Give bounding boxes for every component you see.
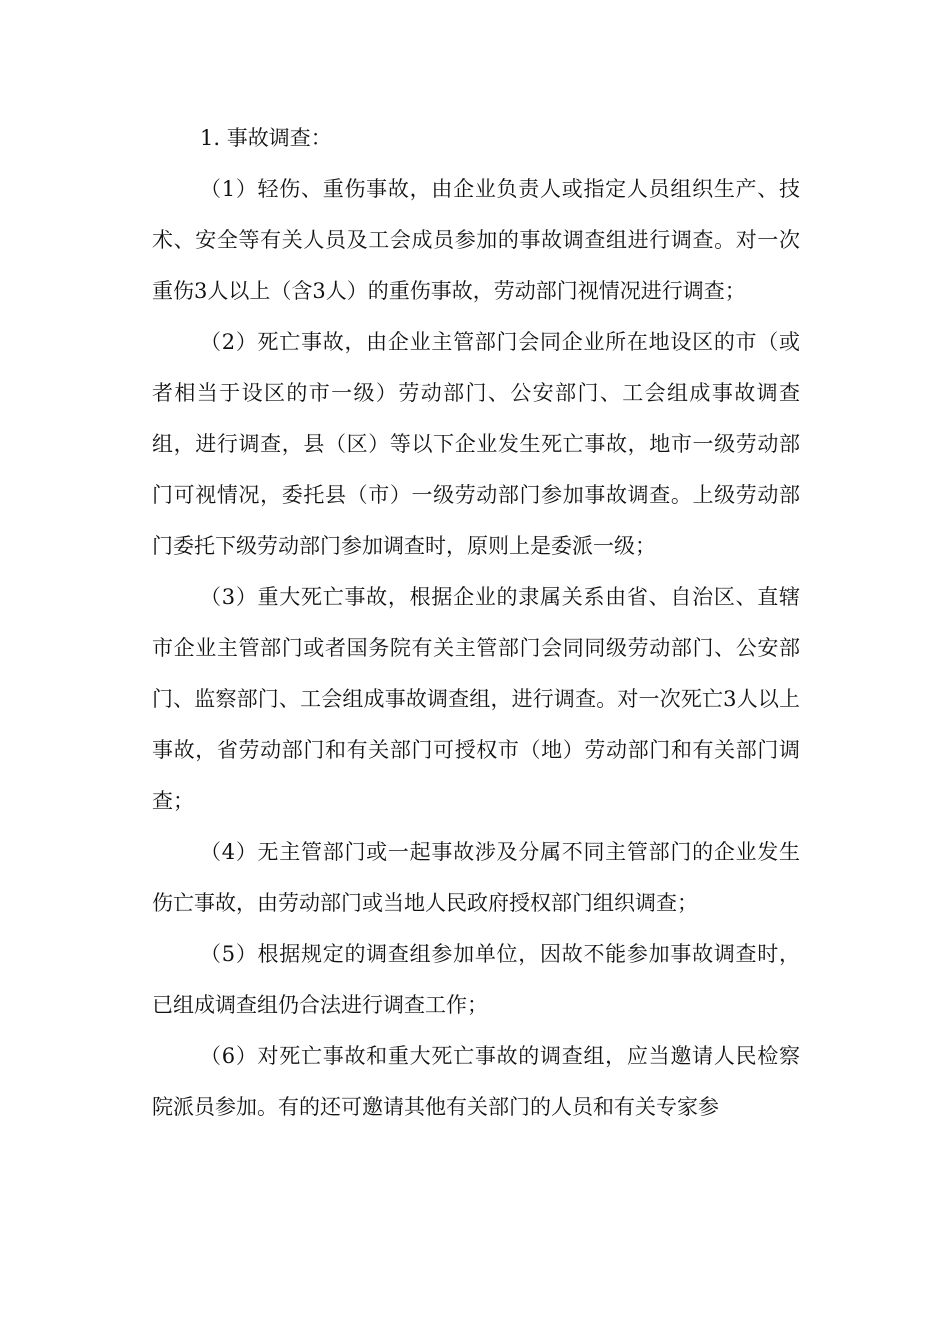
paragraph-3: （3）重大死亡事故，根据企业的隶属关系由省、自治区、直辖市企业主管部门或者国务院有关主管部门会同同级劳动部门、公安部门、监察部门、工会组成事故调查组，进行调查。对一次死亡3人以上事故，省劳动部门和有关部门可授权市（地）劳动部门和有关部门调查； [152, 585, 800, 813]
paragraph-6: （6）对死亡事故和重大死亡事故的调查组，应当邀请人民检察院派员参加。有的还可邀请其他有关部门的人员和有关专家参 [152, 1044, 800, 1119]
document-body [152, 113, 800, 1133]
paragraph-4: （4）无主管部门或一起事故涉及分属不同主管部门的企业发生伤亡事故，由劳动部门或当地人民政府授权部门组织调查； [152, 840, 800, 915]
paragraph-2: （2）死亡事故，由企业主管部门会同企业所在地设区的市（或者相当于设区的市一级）劳动部门、公安部门、工会组成事故调查组，进行调查，县（区）等以下企业发生死亡事故，地市一级劳动部门可视情况，委托县（市）一级劳动部门参加事故调查。上级劳动部门委托下级劳动部门参加调查时，原则上是委派一级； [152, 330, 800, 558]
paragraph-5: （5）根据规定的调查组参加单位，因故不能参加事故调查时，已组成调查组仍合法进行调查工作； [152, 942, 800, 1017]
paragraph-1: （1）轻伤、重伤事故，由企业负责人或指定人员组织生产、技术、安全等有关人员及工会成员参加的事故调查组进行调查。对一次重伤3人以上（含3人）的重伤事故，劳动部门视情况进行调查； [152, 177, 800, 303]
section-heading: 1. 事故调查： [200, 126, 332, 150]
